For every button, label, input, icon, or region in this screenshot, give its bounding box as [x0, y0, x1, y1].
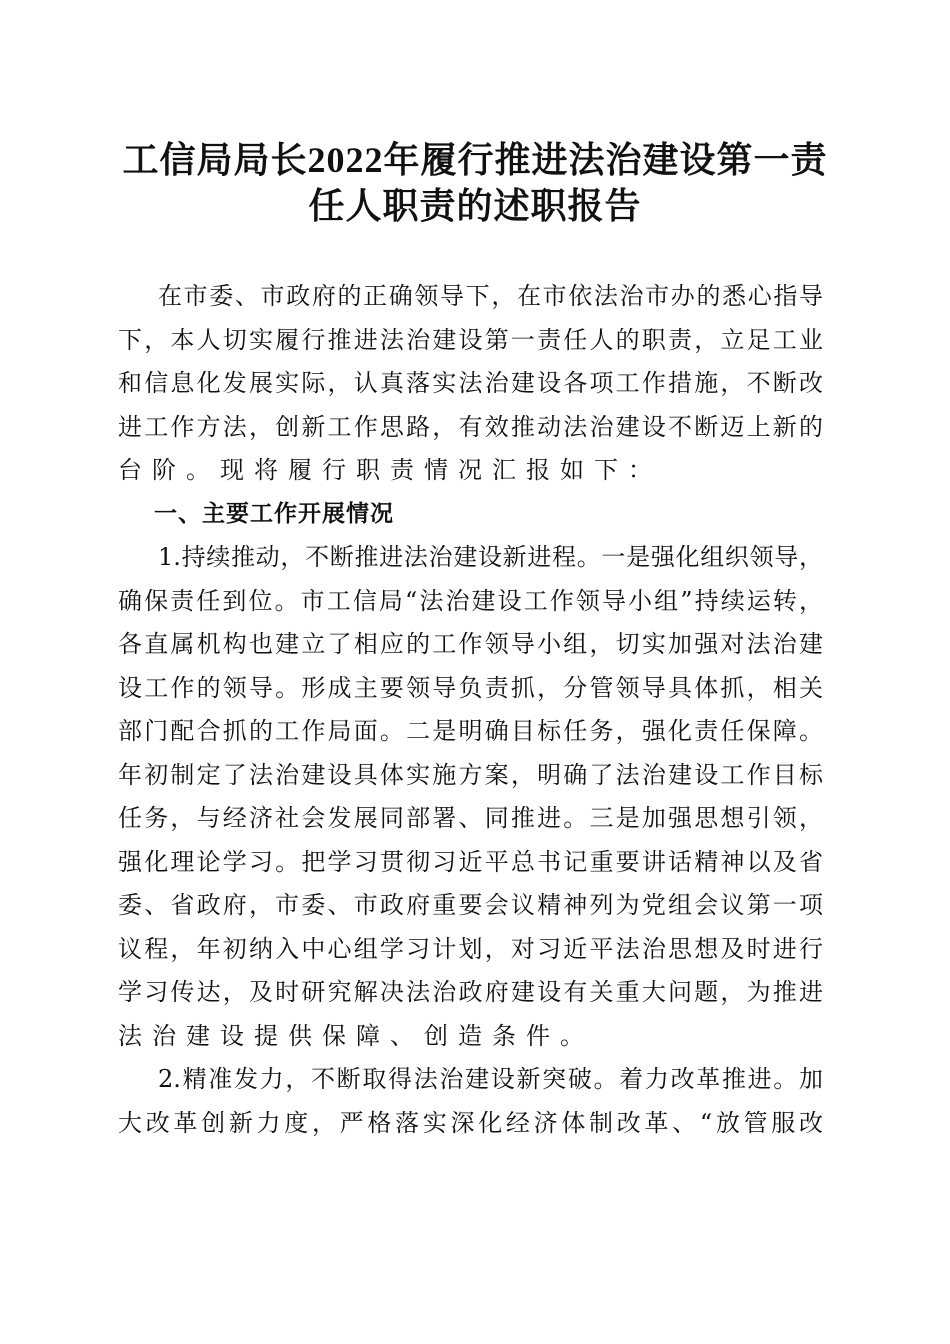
text-line: 议程，年初纳入中心组学习计划，对习近平法治思想及时进行	[118, 934, 823, 963]
text-line: 部门配合抓的工作局面。二是明确目标任务，强化责任保障。	[118, 717, 823, 745]
text-line: 强化理论学习。把学习贯彻习近平总书记重要讲话精神以及省	[118, 847, 823, 876]
text-line: 在市委、市政府的正确领导下，在市依法治市办的悉心指导	[158, 282, 823, 310]
item-2-paragraph	[118, 1058, 823, 1145]
title-line-1: 工信局局长2022年履行推进法治建设第一责	[122, 140, 828, 180]
text-line: 大改革创新力度，严格落实深化经济体制改革、“放管服改	[118, 1108, 823, 1137]
text-line: 年初制定了法治建设具体实施方案，明确了法治建设工作目标	[118, 760, 823, 789]
text-line: 设工作的领导。形成主要领导负责抓，分管领导具体抓，相关	[118, 673, 823, 702]
text-line: 法治建设提供保障、创造条件。	[118, 1021, 594, 1050]
document-body	[118, 275, 823, 1145]
text-line: 任务，与经济社会发展同部署、同推进。三是加强思想引领，	[118, 804, 823, 832]
title-line-2: 任人职责的述职报告	[308, 186, 642, 226]
section-heading: 一、主要工作开展情况	[154, 500, 394, 527]
item-1-paragraph	[118, 536, 823, 1058]
text-line: 1.持续推动，不断推进法治建设新进程。一是强化组织领导，	[158, 543, 823, 571]
text-line: 台阶。现将履行职责情况汇报如下：	[118, 456, 662, 484]
text-line: 委、省政府，市委、市政府重要会议精神列为党组会议第一项	[118, 891, 823, 919]
text-line: 和信息化发展实际，认真落实法治建设各项工作措施，不断改	[118, 369, 823, 397]
text-line: 各直属机构也建立了相应的工作领导小组，切实加强对法治建	[118, 630, 823, 658]
document-title	[0, 137, 950, 229]
text-line: 确保责任到位。市工信局“法治建设工作领导小组”持续运转，	[118, 586, 823, 615]
text-line: 2.精准发力，不断取得法治建设新突破。着力改革推进。加	[158, 1065, 823, 1093]
text-line: 下，本人切实履行推进法治建设第一责任人的职责，立足工业	[118, 325, 823, 354]
text-line: 学习传达，及时研究解决法治政府建设有关重大问题，为推进	[118, 978, 823, 1006]
intro-paragraph	[118, 275, 823, 493]
text-line: 进工作方法，创新工作思路，有效推动法治建设不断迈上新的	[118, 412, 823, 441]
